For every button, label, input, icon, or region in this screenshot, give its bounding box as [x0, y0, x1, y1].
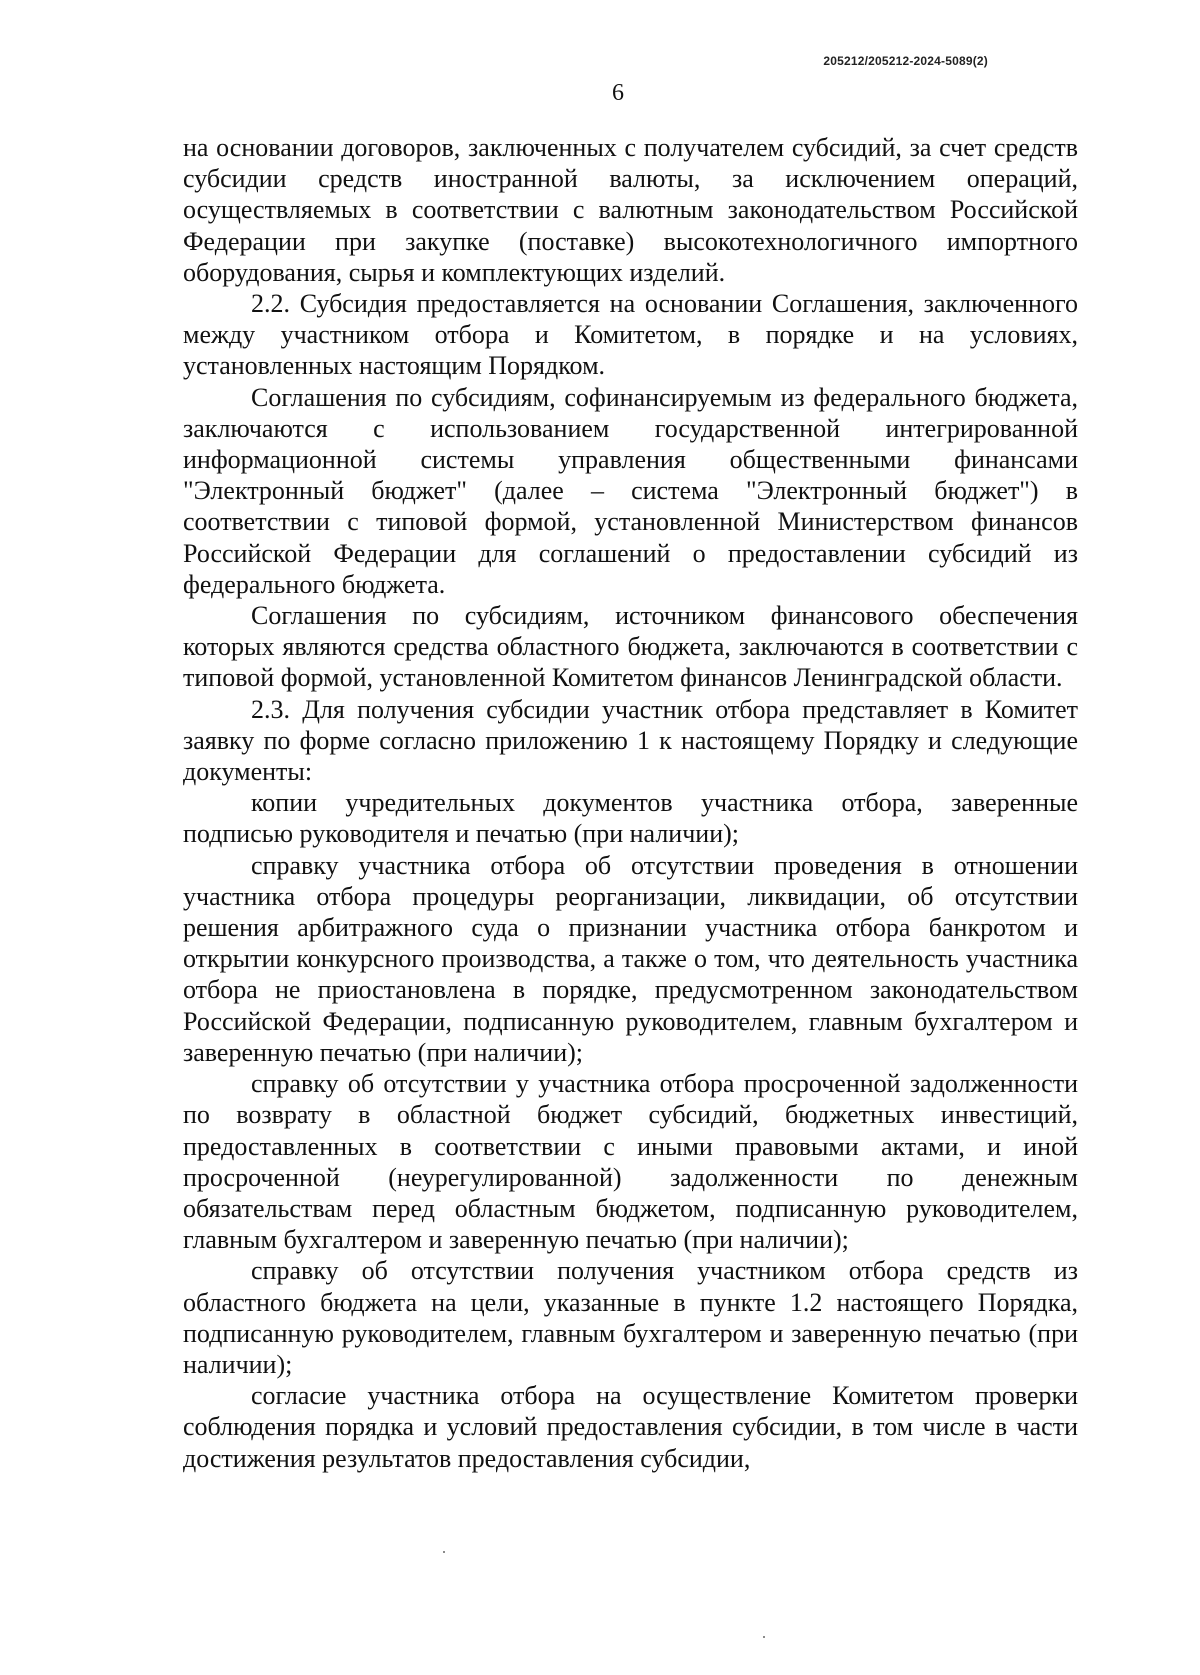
list-item-funds-certificate: справку об отсутствии получения участником отбора средств из областного бюджета на цели, указанные в пункте 1.2 настоящего Порядка, подписанную руководителем, главным бухгалтером и заверенную печатью (при наличии);: [183, 1256, 1078, 1379]
paragraph-currency-operations: на основании договоров, заключенных с получателем субсидий, за счет средств субсидии средств иностранной валюты, за исключением операций, осуществляемых в соответствии с валютным законодательством Российской Федерации при закупке (поставке) высокотехнологичного импортного оборудования, сырья и комплектующих изделий.: [183, 133, 1078, 287]
list-item-reorganization-certificate: справку участника отбора об отсутствии проведения в отношении участника отбора процедуры реорганизации, ликвидации, об отсутствии решения арбитражного суда о признании участника отбора банкротом и открытии конкурсного производства, а также о том, что деятельность участника отбора не приостановлена в порядке, предусмотренном законодательством Российской Федерации, подписанную руководителем, главным бухгалтером и заверенную печатью (при наличии);: [183, 850, 1078, 1067]
paragraph-2-2: 2.2. Субсидия предоставляется на основании Соглашения, заключенного между участником отбора и Комитетом, в порядке и на условиях, установленных настоящим Порядком.: [183, 289, 1078, 381]
document-body: [183, 132, 1078, 1474]
paragraph-federal-agreements: Соглашения по субсидиям, софинансируемым из федерального бюджета, заключаются с использованием государственной интегрированной информационной системы управления общественными финансами "Электронный бюджет" (далее – система "Электронный бюджет") в соответствии с типовой формой, установленной Министерством финансов Российской Федерации для соглашений о предоставлении субсидий из федерального бюджета.: [183, 382, 1078, 599]
list-item-debt-certificate: справку об отсутствии у участника отбора просроченной задолженности по возврату в областной бюджет субсидий, бюджетных инвестиций, предоставленных в соответствии с иными правовыми актами, и иной просроченной (неурегулированной) задолженности по денежным обязательствам перед областным бюджетом, подписанную руководителем, главным бухгалтером и заверенную печатью (при наличии);: [183, 1069, 1078, 1255]
list-item-founding-documents: копии учредительных документов участника отбора, заверенные подписью руководителя и печатью (при наличии);: [183, 788, 1078, 849]
page-number: 6: [612, 80, 624, 106]
scan-speck: [443, 1551, 445, 1553]
scan-speck: [763, 1636, 765, 1638]
document-id: 205212/205212-2024-5089(2): [823, 54, 988, 68]
list-item-inspection-consent: согласие участника отбора на осуществление Комитетом проверки соблюдения порядка и условий предоставления субсидии, в том числе в части достижения результатов предоставления субсидии,: [183, 1381, 1078, 1473]
paragraph-2-3: 2.3. Для получения субсидии участник отбора представляет в Комитет заявку по форме согласно приложению 1 к настоящему Порядку и следующие документы:: [183, 694, 1078, 787]
paragraph-regional-agreements: Соглашения по субсидиям, источником финансового обеспечения которых являются средства областного бюджета, заключаются в соответствии с типовой формой, установленной Комитетом финансов Ленинградской области.: [183, 601, 1078, 693]
